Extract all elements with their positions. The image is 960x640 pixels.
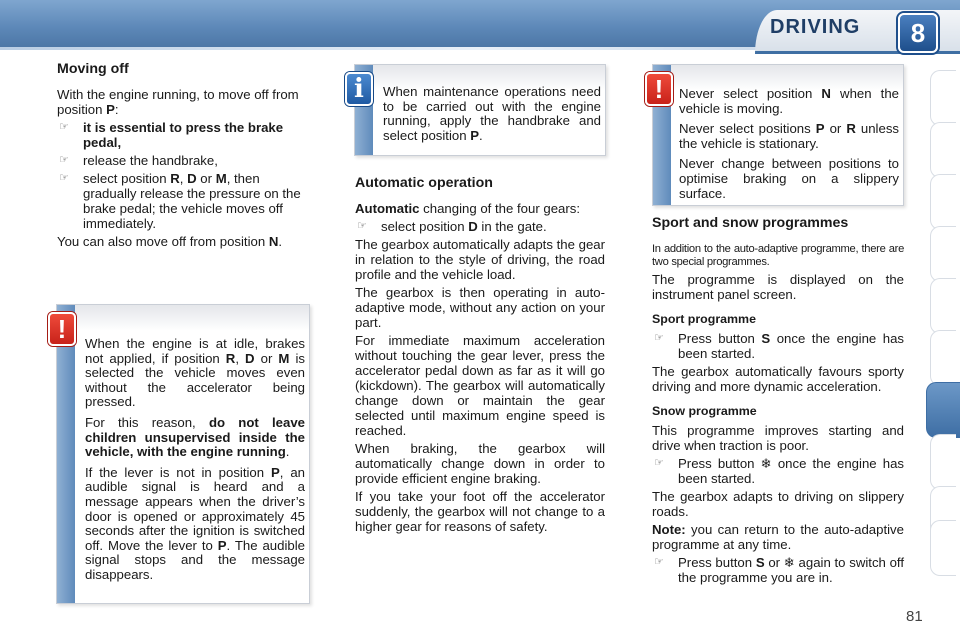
warning-never-p1 bbox=[679, 87, 899, 116]
position-r: R bbox=[846, 121, 856, 137]
separator: or bbox=[254, 350, 279, 366]
pointing-hand-icon: ☞ bbox=[357, 220, 367, 232]
pointing-hand-icon: ☞ bbox=[59, 172, 69, 184]
separator: or bbox=[824, 121, 847, 137]
text: , an audible signal is heard and a message appears when the driver’s door is opened or approximately 45 seconds after the ignition is switched off. Move the lever to bbox=[85, 464, 305, 553]
text: unless the vehicle is stationary. bbox=[679, 121, 900, 151]
separator: or bbox=[764, 555, 784, 570]
note-auto-adaptive bbox=[652, 522, 904, 552]
position-m: M bbox=[215, 171, 227, 186]
bullet-text: Press button bbox=[678, 331, 762, 346]
moving-off-section bbox=[57, 62, 313, 252]
text: changing of the four gears: bbox=[419, 201, 581, 216]
position-n: N bbox=[821, 86, 831, 101]
snowflake-icon: ❄ bbox=[783, 555, 795, 570]
exclamation-icon: ! bbox=[645, 72, 673, 106]
moving-off-title: Moving off bbox=[57, 61, 129, 77]
position-p: P bbox=[815, 121, 825, 137]
automatic-title: Automatic operation bbox=[355, 175, 493, 191]
info-box-body bbox=[383, 85, 601, 149]
chapter-tabs bbox=[928, 70, 960, 575]
bullet-text: Press button bbox=[678, 555, 756, 570]
info-box-maintenance bbox=[354, 64, 606, 156]
warning-box-idle bbox=[56, 304, 310, 604]
note-topband bbox=[75, 305, 309, 331]
bullet-text: in the gate. bbox=[477, 219, 547, 234]
outro-period: . bbox=[278, 234, 283, 249]
sport-programme-title: Sport programme bbox=[652, 312, 756, 326]
position-d: D bbox=[187, 171, 197, 186]
page-number: 81 bbox=[906, 608, 923, 625]
text: . bbox=[479, 127, 483, 143]
button-s: S bbox=[755, 555, 765, 570]
pointing-hand-icon: ☞ bbox=[654, 332, 664, 344]
warning-box-never bbox=[652, 64, 904, 206]
separator: or bbox=[196, 171, 216, 186]
text-bold: Automatic bbox=[355, 201, 420, 216]
bullet-text: release the handbrake, bbox=[83, 153, 218, 168]
automatic-intro bbox=[355, 201, 605, 216]
bullet-text: once the engine has been started. bbox=[678, 456, 905, 486]
sport-desc: The gearbox automatically favours sporty driving and more dynamic acceleration. bbox=[652, 364, 904, 394]
position-p: P bbox=[106, 102, 115, 117]
automatic-section bbox=[355, 176, 605, 537]
chapter-tab[interactable] bbox=[930, 278, 956, 334]
position-p: P bbox=[217, 537, 227, 553]
chapter-badge: 8 bbox=[898, 13, 938, 53]
chapter-tab[interactable] bbox=[930, 122, 956, 178]
warning-never-p2 bbox=[679, 122, 899, 151]
bullet-switch-off bbox=[652, 555, 904, 585]
pointing-hand-icon: ☞ bbox=[59, 154, 69, 166]
chapter-tab[interactable] bbox=[930, 330, 956, 386]
text: Never select positions bbox=[679, 121, 816, 137]
sport-snow-section bbox=[652, 216, 904, 588]
text: you can return to the auto-adaptive programme at any time. bbox=[652, 522, 904, 552]
position-d: D bbox=[468, 219, 478, 234]
position-n: N bbox=[268, 234, 279, 249]
snow-desc-1: This programme improves starting and drive when traction is poor. bbox=[652, 423, 904, 453]
warning-idle-p3 bbox=[85, 466, 305, 583]
chapter-tab-active[interactable] bbox=[926, 382, 960, 438]
text: If the lever is not in position bbox=[85, 464, 271, 480]
sport-snow-title: Sport and snow programmes bbox=[652, 215, 849, 231]
sport-snow-intro: In addition to the auto-adaptive programme, there are two special programmes. bbox=[652, 243, 904, 268]
text-bold: do not leave children unsupervised inside the vehicle, with the engine running bbox=[85, 414, 306, 460]
button-s: S bbox=[761, 331, 771, 346]
bullet-handbrake bbox=[57, 153, 313, 168]
pointing-hand-icon: ☞ bbox=[59, 121, 69, 133]
warning-never-p3: Never change between positions to optimise braking on a slippery surface. bbox=[679, 156, 899, 201]
text: Never select position bbox=[679, 86, 822, 101]
chapter-tab[interactable] bbox=[930, 520, 956, 576]
warning-idle-p2 bbox=[85, 416, 305, 460]
bullet-brake bbox=[57, 120, 313, 150]
info-text bbox=[383, 85, 601, 143]
text: When the engine is at idle, brakes not applied, if position bbox=[85, 336, 305, 366]
bullet-snow-button bbox=[652, 456, 904, 486]
bullet-text: select position bbox=[381, 219, 469, 234]
warning-box-body bbox=[679, 87, 899, 207]
info-i-icon: i bbox=[345, 72, 373, 106]
position-p: P bbox=[470, 127, 480, 143]
bullet-text: it is essential to press the brake pedal, bbox=[83, 120, 284, 150]
position-r: R bbox=[170, 171, 180, 186]
bullet-select-position bbox=[57, 171, 313, 231]
warning-box-body bbox=[85, 337, 305, 589]
chapter-tab[interactable] bbox=[930, 434, 956, 490]
outro-text: You can also move off from position bbox=[57, 234, 269, 249]
separator: , bbox=[235, 350, 246, 366]
bullet-text: , then gradually release the pressure on the brake pedal; the vehicle moves off immediately. bbox=[83, 171, 301, 231]
text: when the vehicle is moving. bbox=[679, 86, 900, 116]
separator: , bbox=[179, 171, 188, 186]
position-m: M bbox=[278, 350, 290, 366]
automatic-p3: For immediate maximum acceleration without touching the gear lever, press the accelerator pedal down as far as it will go (kickdown). The gearbox will automatically change down or maintain the gear selected until maximum engine speed is reached. bbox=[355, 333, 605, 438]
bullet-select-d bbox=[355, 219, 605, 234]
automatic-p1: The gearbox automatically adapts the gear in relation to the style of driving, the road profile and the vehicle load. bbox=[355, 237, 605, 282]
position-p: P bbox=[270, 464, 280, 480]
bullet-text: again to switch off the programme you are in. bbox=[678, 555, 905, 585]
snow-desc-2: The gearbox adapts to driving on slippery roads. bbox=[652, 489, 904, 519]
intro-text: With the engine running, to move off from position bbox=[57, 87, 299, 117]
automatic-p2: The gearbox is then operating in auto-adaptive mode, without any action on your part. bbox=[355, 285, 605, 330]
bullet-text: Press button bbox=[678, 456, 761, 471]
position-d: D bbox=[245, 350, 255, 366]
pointing-hand-icon: ☞ bbox=[654, 457, 664, 469]
page-title: DRIVING bbox=[770, 16, 861, 38]
snow-programme-title: Snow programme bbox=[652, 404, 757, 418]
bullet-text: once the engine has been started. bbox=[678, 331, 905, 361]
text: When maintenance operations need to be carried out with the engine running, apply the handbrake and select position bbox=[383, 84, 601, 143]
warning-idle-p1 bbox=[85, 337, 305, 410]
intro-colon: : bbox=[114, 102, 119, 117]
exclamation-icon: ! bbox=[48, 312, 76, 346]
note-label: Note: bbox=[652, 522, 686, 537]
text: is selected the vehicle moves even without the accelerator being pressed. bbox=[85, 350, 305, 410]
automatic-p5: If you take your foot off the accelerator suddenly, the gearbox will not change to a higher gear for reasons of safety. bbox=[355, 489, 605, 534]
automatic-p4: When braking, the gearbox will automatically change down in order to provide efficient engine braking. bbox=[355, 441, 605, 486]
moving-off-intro bbox=[57, 87, 313, 117]
bullet-text: select position bbox=[83, 171, 171, 186]
snowflake-icon: ❄ bbox=[760, 456, 772, 471]
position-r: R bbox=[225, 350, 236, 366]
pointing-hand-icon: ☞ bbox=[654, 556, 664, 568]
text: . The audible signal stops and the message disappears. bbox=[85, 537, 305, 582]
sport-snow-display: The programme is displayed on the instrument panel screen. bbox=[652, 272, 904, 302]
chapter-tab[interactable] bbox=[930, 70, 956, 126]
text: For this reason, bbox=[85, 414, 209, 430]
bullet-sport-button bbox=[652, 331, 904, 361]
chapter-tab[interactable] bbox=[930, 174, 956, 230]
note-strip bbox=[57, 305, 75, 603]
moving-off-outro bbox=[57, 234, 313, 249]
chapter-tab[interactable] bbox=[930, 226, 956, 282]
text: . bbox=[285, 444, 290, 460]
